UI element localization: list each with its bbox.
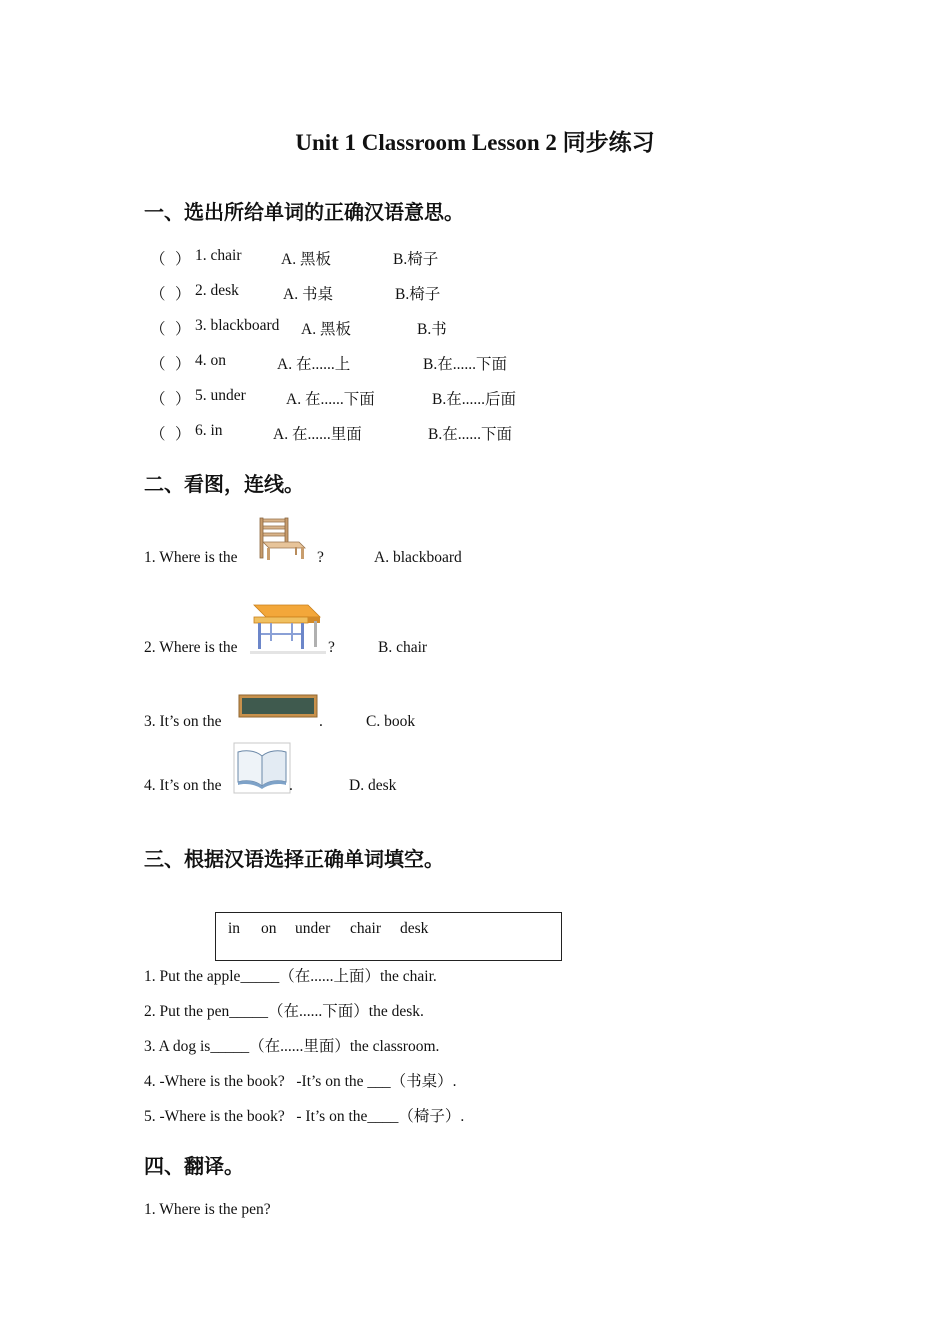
s1-item-6-a: A. 在......里面 bbox=[273, 426, 362, 443]
s3-item-5 bbox=[144, 1104, 464, 1126]
s1-item-4-close: ） bbox=[175, 356, 191, 373]
s3-hint: （在......下面） bbox=[268, 1003, 369, 1020]
paren-open: （ bbox=[150, 251, 166, 268]
s2-item-4-prefix: 4. It’s on the bbox=[144, 777, 222, 794]
s1-item-6-word: 6. in bbox=[195, 422, 223, 439]
fill-blank[interactable]: ___ bbox=[367, 1073, 391, 1090]
desk-picture bbox=[248, 603, 326, 657]
s1-item-2-b: B.椅子 bbox=[395, 286, 441, 303]
s3-after: the classroom. bbox=[349, 1038, 440, 1055]
s3-after: the desk. bbox=[368, 1003, 424, 1020]
s3-before: 4. -Where is the book? -It’s on the bbox=[144, 1073, 368, 1090]
s1-item-3-close: ） bbox=[175, 321, 191, 338]
page-title: Unit 1 Classroom Lesson 2 同步练习 bbox=[295, 130, 655, 155]
s1-item-5-open: （ bbox=[150, 391, 166, 408]
s1-item-5-b: B.在......后面 bbox=[432, 391, 516, 408]
s2-item-3-suffix: . bbox=[319, 713, 323, 730]
s1-item-3-b: B.书 bbox=[417, 321, 447, 338]
word-bank-item: on bbox=[261, 920, 277, 937]
fill-blank[interactable]: _____ bbox=[210, 1038, 250, 1055]
s1-item-5-word: 5. under bbox=[195, 387, 246, 404]
word-bank-item: under bbox=[295, 920, 331, 937]
book-picture bbox=[233, 742, 291, 794]
s1-item-3-open: （ bbox=[150, 321, 166, 338]
fill-blank[interactable]: ____ bbox=[367, 1108, 399, 1125]
s1-item-6-b: B.在......下面 bbox=[428, 426, 512, 443]
s1-item-2-open: （ bbox=[150, 286, 166, 303]
fill-blank[interactable]: _____ bbox=[240, 968, 280, 985]
s2-item-3-option: C. book bbox=[366, 713, 416, 730]
s3-before: 5. -Where is the book? - It’s on the bbox=[144, 1108, 368, 1125]
s2-item-2-option: B. chair bbox=[378, 639, 428, 656]
section4-heading: 四、翻译。 bbox=[144, 1154, 244, 1178]
s1-item-5-a: A. 在......下面 bbox=[286, 391, 375, 408]
s3-before: 1. Put the apple bbox=[144, 968, 241, 985]
s3-hint: （在......里面） bbox=[249, 1038, 350, 1055]
section1-heading: 一、选出所给单词的正确汉语意思。 bbox=[144, 200, 464, 224]
s3-after: . bbox=[452, 1073, 457, 1090]
word-bank-item: desk bbox=[400, 920, 429, 937]
s2-item-1-option: A. blackboard bbox=[374, 549, 462, 566]
s3-after: . bbox=[460, 1108, 465, 1125]
s1-item-3-a: A. 黑板 bbox=[301, 321, 351, 338]
s1-item-3-word: 3. blackboard bbox=[195, 317, 280, 334]
section3-heading: 三、根据汉语选择正确单词填空。 bbox=[144, 847, 444, 871]
s2-item-2-prefix: 2. Where is the bbox=[144, 639, 238, 656]
s2-item-2-suffix: ? bbox=[328, 639, 335, 656]
s1-item-2-word: 2. desk bbox=[195, 282, 239, 299]
s3-hint: （在......上面） bbox=[279, 968, 380, 985]
s3-item-3 bbox=[144, 1034, 439, 1056]
s3-before: 3. A dog is bbox=[144, 1038, 211, 1055]
s3-hint: （书桌） bbox=[390, 1073, 453, 1090]
s1-item-4-word: 4. on bbox=[195, 352, 226, 369]
s1-item-2-close: ） bbox=[175, 286, 191, 303]
s1-item-1-close: ） bbox=[175, 251, 191, 268]
word-bank-item: chair bbox=[350, 920, 381, 937]
s2-item-4-suffix: . bbox=[289, 777, 293, 794]
s1-item-6-open: （ bbox=[150, 426, 166, 443]
s2-item-3-prefix: 3. It’s on the bbox=[144, 713, 222, 730]
fill-blank[interactable]: _____ bbox=[229, 1003, 268, 1020]
s1-item-1-a: A. 黑板 bbox=[281, 251, 331, 268]
word-bank-item: in bbox=[228, 920, 241, 937]
s3-item-1 bbox=[144, 964, 437, 986]
s3-hint: （椅子） bbox=[398, 1108, 461, 1125]
s1-item-1-b: B.椅子 bbox=[393, 251, 439, 268]
s3-before: 2. Put the pen bbox=[144, 1003, 230, 1020]
blackboard-picture bbox=[238, 694, 318, 718]
s3-after: the chair. bbox=[379, 968, 437, 985]
section2-heading: 二、看图，连线。 bbox=[144, 472, 304, 496]
s1-item-1-word: 1. chair bbox=[195, 247, 242, 264]
chair-picture bbox=[255, 516, 311, 562]
s1-item-4-open: （ bbox=[150, 356, 166, 373]
s3-item-2 bbox=[144, 999, 424, 1021]
s2-item-4-option: D. desk bbox=[349, 777, 397, 794]
s2-item-1-prefix: 1. Where is the bbox=[144, 549, 238, 566]
s1-item-5-close: ） bbox=[175, 391, 191, 408]
s1-item-4-b: B.在......下面 bbox=[423, 356, 507, 373]
s1-item-4-a: A. 在......上 bbox=[277, 356, 351, 373]
s1-item-2-a: A. 书桌 bbox=[283, 286, 333, 303]
s3-item-4 bbox=[144, 1069, 457, 1091]
s4-item-1: 1. Where is the pen? bbox=[144, 1201, 271, 1218]
s1-item-6-close: ） bbox=[175, 426, 191, 443]
s2-item-1-suffix: ? bbox=[317, 549, 324, 566]
